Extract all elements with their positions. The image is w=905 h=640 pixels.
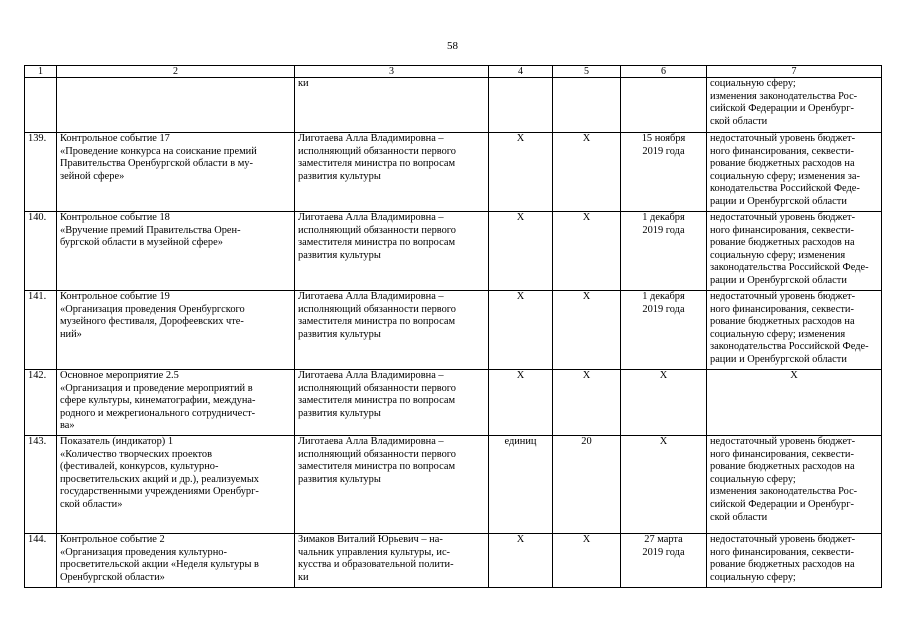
row-title: Показатель (индикатор) 1 «Количество творческих проектов (фестивалей, конкурсов, культурно- просветительских акций и др.), реализуемых государственными учреждениями Оренбург- ской области» xyxy=(57,436,295,534)
row-col5 xyxy=(553,78,621,133)
row-date: 1 декабря 2019 года xyxy=(621,291,707,370)
row-risks: недостаточный уровень бюджет- ного финансирования, секвести- рование бюджетных расходов на социальную сферу; изменения законодательства Российской Феде- рации и Оренбургской области xyxy=(707,291,882,370)
row-col5: 20 xyxy=(553,436,621,534)
row-risks: недостаточный уровень бюджет- ного финансирования, секвести- рование бюджетных расходов на социальную сферу; изменения законодательства Российской Феде- рации и Оренбургской области xyxy=(707,212,882,291)
header-cell: 6 xyxy=(621,66,707,78)
table-row xyxy=(25,212,882,291)
row-number: 141. xyxy=(25,291,57,370)
row-number: 143. xyxy=(25,436,57,534)
row-col4: X xyxy=(489,291,553,370)
row-col4: X xyxy=(489,133,553,212)
header-row xyxy=(25,66,882,78)
row-date: 15 ноября 2019 года xyxy=(621,133,707,212)
row-title: Основное мероприятие 2.5 «Организация и проведение мероприятий в сфере культуры, кинематографии, междуна- родного и межрегионального сотрудничест- ва» xyxy=(57,370,295,436)
row-title: Контрольное событие 18 «Вручение премий Правительства Орен- бургской области в музейной сфере» xyxy=(57,212,295,291)
row-risks: X xyxy=(707,370,882,436)
row-responsible: Лиготаева Алла Владимировна – исполняющий обязанности первого заместителя министра по вопросам развития культуры xyxy=(295,133,489,212)
row-responsible: Лиготаева Алла Владимировна – исполняющий обязанности первого заместителя министра по вопросам развития культуры xyxy=(295,370,489,436)
header-cell: 1 xyxy=(25,66,57,78)
row-date: 1 декабря 2019 года xyxy=(621,212,707,291)
row-responsible: Зимаков Виталий Юрьевич – на- чальник управления культуры, ис- кусства и образовательной полити- ки xyxy=(295,534,489,588)
row-title: Контрольное событие 2 «Организация проведения культурно- просветительской акции «Неделя культуры в Оренбургской области» xyxy=(57,534,295,588)
row-risks: недостаточный уровень бюджет- ного финансирования, секвести- рование бюджетных расходов на социальную сферу; изменения законодательства Рос- сийской Федерации и Оренбург- ской области xyxy=(707,436,882,534)
row-col5: X xyxy=(553,534,621,588)
header-cell: 4 xyxy=(489,66,553,78)
row-number: 144. xyxy=(25,534,57,588)
table-row xyxy=(25,133,882,212)
row-col4: X xyxy=(489,212,553,291)
row-risks: недостаточный уровень бюджет- ного финансирования, секвести- рование бюджетных расходов на социальную сферу; изменения за- конодательства Российской Феде- рации и Оренбургской области xyxy=(707,133,882,212)
row-number: 142. xyxy=(25,370,57,436)
row-risks: социальную сферу; изменения законодательства Рос- сийской Федерации и Оренбург- ской области xyxy=(707,78,882,133)
row-responsible: Лиготаева Алла Владимировна – исполняющий обязанности первого заместителя министра по вопросам развития культуры xyxy=(295,291,489,370)
row-responsible: Лиготаева Алла Владимировна – исполняющий обязанности первого заместителя министра по вопросам развития культуры xyxy=(295,436,489,534)
header-cell: 5 xyxy=(553,66,621,78)
table-row xyxy=(25,436,882,534)
table-row xyxy=(25,78,882,133)
row-date: X xyxy=(621,370,707,436)
table-row xyxy=(25,534,882,588)
table-row xyxy=(25,370,882,436)
row-title xyxy=(57,78,295,133)
plan-table xyxy=(24,65,882,588)
table-row xyxy=(25,291,882,370)
row-col5: X xyxy=(553,212,621,291)
row-col4: единиц xyxy=(489,436,553,534)
header-cell: 7 xyxy=(707,66,882,78)
row-col4 xyxy=(489,78,553,133)
row-col5: X xyxy=(553,291,621,370)
row-responsible: ки xyxy=(295,78,489,133)
header-cell: 2 xyxy=(57,66,295,78)
row-col4: X xyxy=(489,534,553,588)
row-number: 139. xyxy=(25,133,57,212)
row-title: Контрольное событие 19 «Организация проведения Оренбургского музейного фестиваля, Дорофеевских чте- ний» xyxy=(57,291,295,370)
row-number: 140. xyxy=(25,212,57,291)
row-col5: X xyxy=(553,370,621,436)
row-risks: недостаточный уровень бюджет- ного финансирования, секвести- рование бюджетных расходов на социальную сферу; xyxy=(707,534,882,588)
row-responsible: Лиготаева Алла Владимировна – исполняющий обязанности первого заместителя министра по вопросам развития культуры xyxy=(295,212,489,291)
header-cell: 3 xyxy=(295,66,489,78)
row-title: Контрольное событие 17 «Проведение конкурса на соискание премий Правительства Оренбургской области в му- зейной сфере» xyxy=(57,133,295,212)
row-date: X xyxy=(621,436,707,534)
row-col4: X xyxy=(489,370,553,436)
row-date xyxy=(621,78,707,133)
row-col5: X xyxy=(553,133,621,212)
row-date: 27 марта 2019 года xyxy=(621,534,707,588)
page-number: 58 xyxy=(447,40,458,52)
row-number xyxy=(25,78,57,133)
